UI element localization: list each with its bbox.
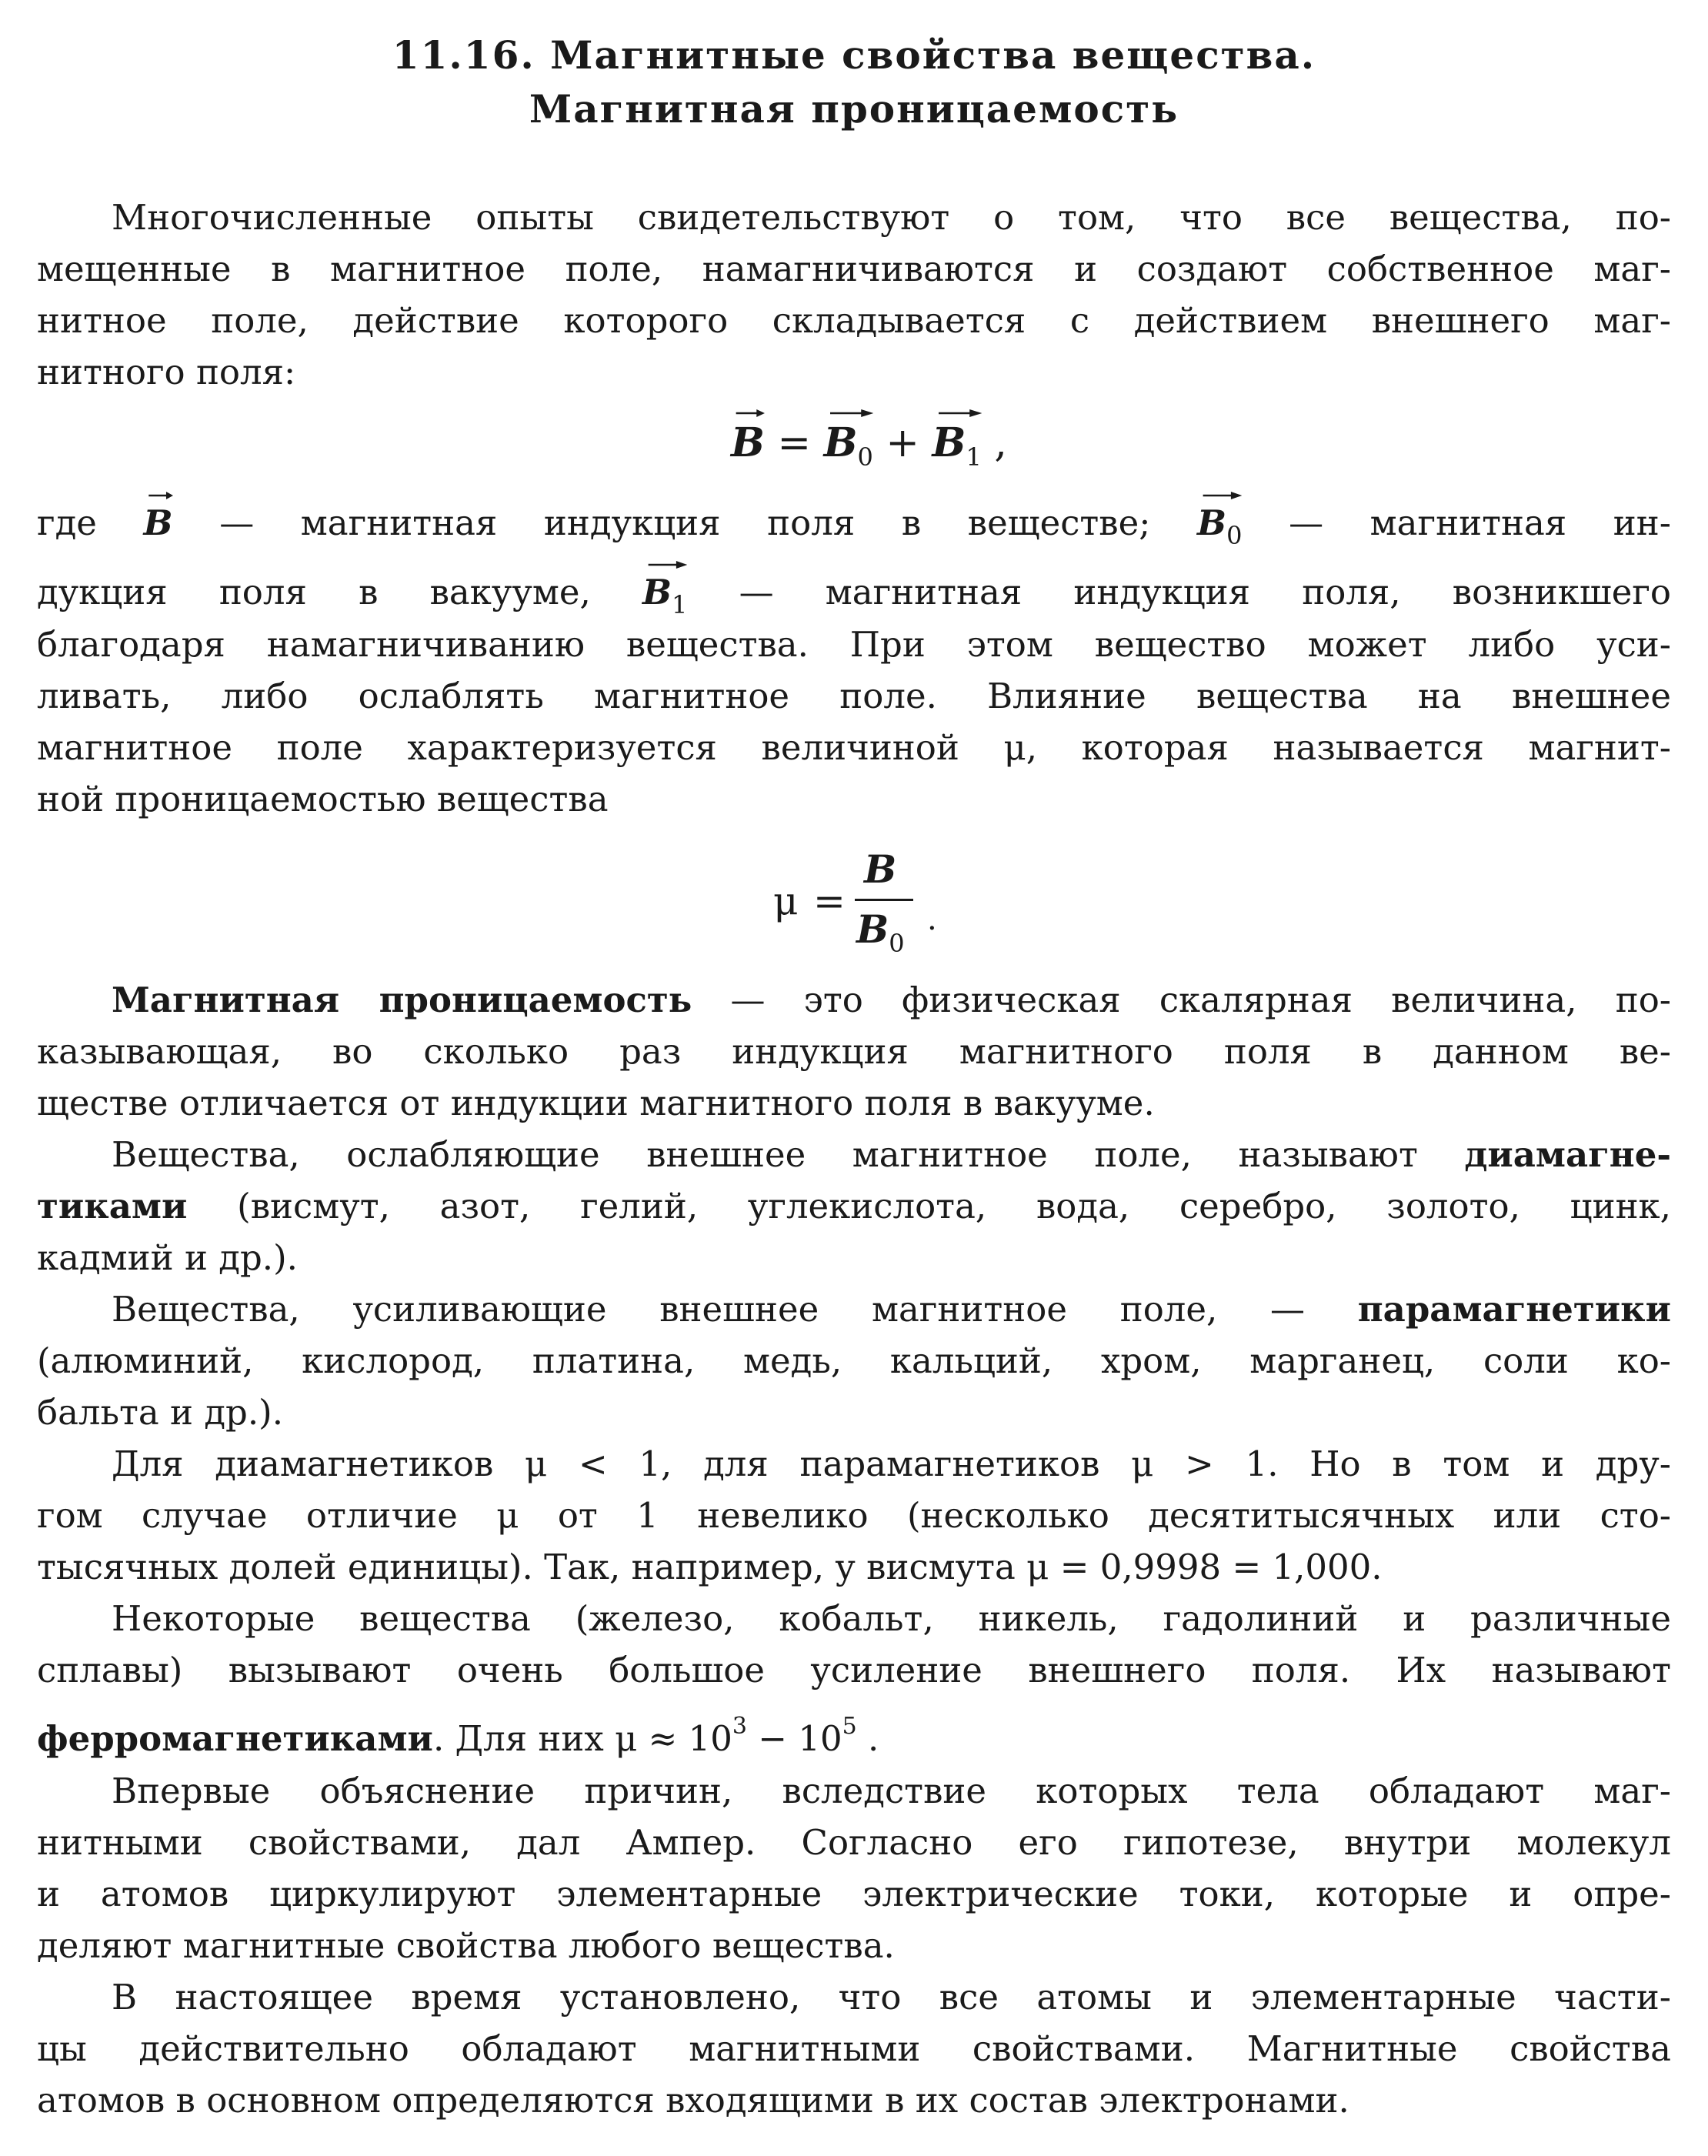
paragraph-5-line-3: бальта и др.). — [37, 1392, 284, 1433]
paragraph-9-line-3: атомов в основном определяются входящими в их состав электронами. — [37, 2080, 1349, 2121]
paragraph-8-line-2: нитными свойствами, дал Ампер. Согласно его гипотезе, внутри молекул — [37, 1822, 1671, 1863]
paragraph-5-line-1: Вещества, усиливающие внешнее магнитное поле, — парамагнетики — [112, 1289, 1671, 1330]
formula-field-superposition: B = $B_0$ + $B_1$ , — [731, 419, 1007, 466]
vector-b: B — [731, 419, 765, 466]
paragraph-8-line-1: Впервые объяснение причин, вследствие которых тела обладают маг- — [112, 1771, 1671, 1811]
paragraph-3-line-3: ществе отличается от индукции магнитного поля в вакууме. — [37, 1083, 1155, 1123]
term-paramagnetics: парамагнетики — [1357, 1289, 1671, 1330]
paragraph-1-line-3: нитное поле, действие которого складывается с действием внешнего маг- — [37, 300, 1671, 341]
paragraph-2-line-1: где B — магнитная индукция поля в веществе; $B_0$ — магнитная ин- — [37, 502, 1671, 548]
paragraph-1-line-1: Многочисленные опыты свидетельствуют о том, что все вещества, по- — [112, 197, 1671, 238]
paragraph-2-line-6: ной проницаемостью вещества — [37, 779, 609, 819]
term-ferromagnetics: ферромагнетиками — [37, 1718, 433, 1759]
vector-b1: $B_1$ — [932, 419, 982, 466]
fraction-bar — [855, 899, 913, 901]
paragraph-4-line-2: тиками (висмут, азот, гелий, углекислота, вода, серебро, золото, цинк, — [37, 1186, 1671, 1227]
paragraph-1-line-2: мещенные в магнитное поле, намагничиваются и создают собственное маг- — [37, 249, 1671, 289]
paragraph-7-line-1: Некоторые вещества (железо, кобальт, никель, гадолиний и различные — [112, 1598, 1671, 1639]
paragraph-4-line-1: Вещества, ослабляющие внешнее магнитное поле, называют диамагне- — [112, 1134, 1671, 1175]
paragraph-9-line-2: цы действительно обладают магнитными свойствами. Магнитные свойства — [37, 2028, 1671, 2069]
paragraph-4-line-3: кадмий и др.). — [37, 1237, 298, 1278]
paragraph-8-line-4: деляют магнитные свойства любого вещества. — [37, 1925, 895, 1966]
paragraph-6-line-1: Для диамагнетиков μ < 1, для парамагнетиков μ > 1. Но в том и дру- — [112, 1443, 1671, 1484]
paragraph-6-line-2: гом случае отличие μ от 1 невелико (несколько десятитысячных или сто- — [37, 1495, 1671, 1536]
paragraph-7-line-3: ферромагнетиками. Для них $\mu \approx 10^3 - 10^5$ . — [37, 1713, 879, 1759]
term-magnetic-permeability: Магнитная проницаемость — [112, 980, 692, 1020]
vector-b0: $B_0$ — [824, 419, 873, 466]
paragraph-1-line-4: нитного поля: — [37, 352, 296, 392]
paragraph-2-line-4: ливать, либо ослаблять магнитное поле. Влияние вещества на внешнее — [37, 676, 1671, 716]
paragraph-8-line-3: и атомов циркулируют элементарные электрические токи, которые и опре- — [37, 1874, 1671, 1914]
section-subtitle: Магнитная проницаемость — [529, 86, 1179, 132]
section-title: 11.16. Магнитные свойства вещества. — [392, 32, 1316, 78]
paragraph-2-line-5: магнитное поле характеризуется величиной μ, которая называется магнит- — [37, 727, 1671, 768]
paragraph-7-line-2: сплавы) вызывают очень большое усиление внешнего поля. Их называют — [37, 1650, 1671, 1690]
paragraph-6-line-3: тысячных долей единицы). Так, например, у висмута μ = 0,9998 = 1,000. — [37, 1547, 1383, 1587]
paragraph-9-line-1: В настоящее время установлено, что все атомы и элементарные части- — [112, 1977, 1671, 2017]
term-diamagnetics: диамагне- — [1464, 1134, 1671, 1175]
paragraph-2-line-2: дукция поля в вакууме, $B_1$ — магнитная индукция поля, возникшего — [37, 571, 1671, 617]
formula-permeability: μ = B $B_0$ . — [773, 846, 937, 958]
paragraph-2-line-3: благодаря намагничиванию вещества. При этом вещество может либо уси- — [37, 624, 1671, 665]
paragraph-3-line-2: казывающая, во сколько раз индукция магнитного поля в данном ве- — [37, 1031, 1671, 1072]
paragraph-5-line-2: (алюминий, кислород, платина, медь, кальций, хром, марганец, соли ко- — [37, 1340, 1671, 1381]
paragraph-3-line-1: Магнитная проницаемость — это физическая скалярная величина, по- — [112, 980, 1671, 1020]
